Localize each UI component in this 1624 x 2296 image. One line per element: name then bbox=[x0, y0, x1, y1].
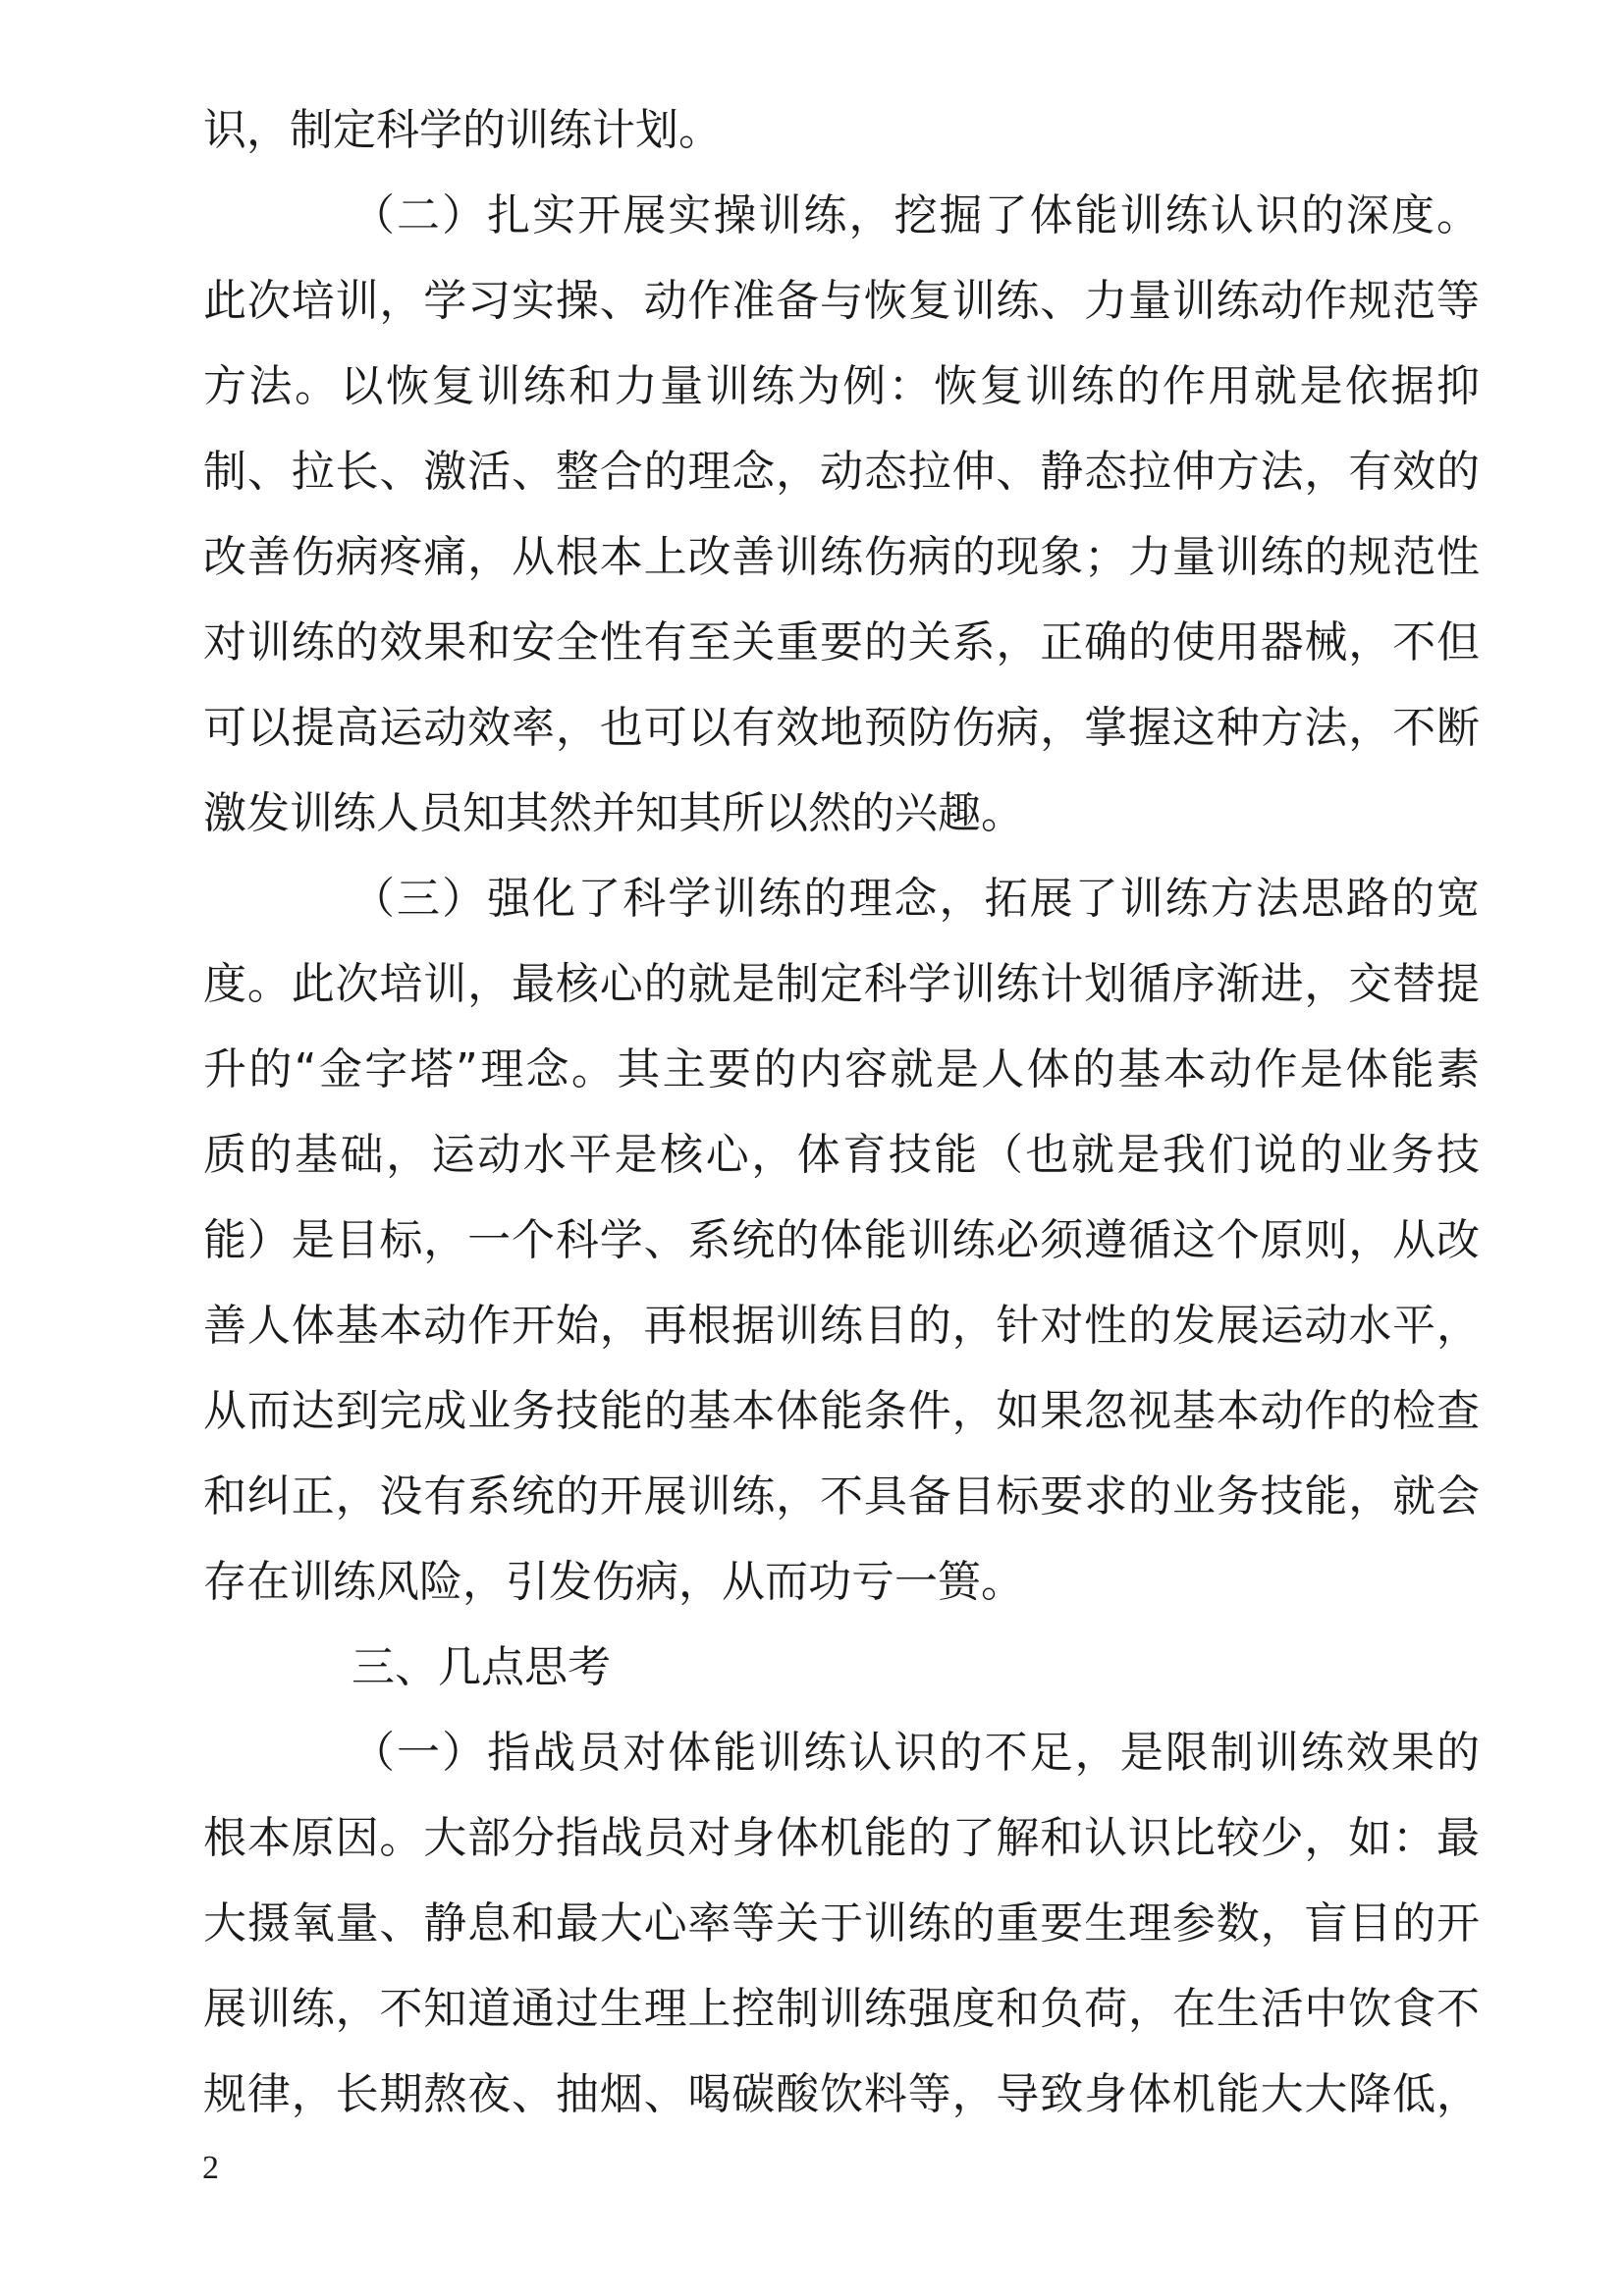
text-line: 改善伤病疼痛，从根本上改善训练伤病的现象；力量训练的规范性 bbox=[203, 532, 1480, 582]
section-heading-line: （二）扎实开展实操训练，挖掘了体能训练认识的深度。 bbox=[352, 190, 1480, 240]
section-title: 三、几点思考 bbox=[352, 1642, 611, 1692]
text-line: 大摄氧量、静息和最大心率等关于训练的重要生理参数，盲目的开 bbox=[203, 1898, 1480, 1949]
text-line: 展训练，不知道通过生理上控制训练强度和负荷，在生活中饮食不 bbox=[203, 1984, 1480, 2034]
text-line: 度。此次培训，最核心的就是制定科学训练计划循序渐进，交替提 bbox=[203, 959, 1480, 1009]
text-line: 制、拉长、激活、整合的理念，动态拉伸、静态拉伸方法，有效的 bbox=[203, 447, 1480, 497]
text-line: 从而达到完成业务技能的基本体能条件，如果忽视基本动作的检查 bbox=[203, 1386, 1480, 1436]
text-line: 规律，长期熬夜、抽烟、喝碳酸饮料等，导致身体机能大大降低， bbox=[203, 2069, 1480, 2119]
page-number: 2 bbox=[202, 2150, 219, 2186]
section-heading-line: （一）指战员对体能训练认识的不足，是限制训练效果的 bbox=[352, 1728, 1480, 1778]
text-line: 识，制定科学的训练计划。 bbox=[203, 105, 722, 155]
text-line: 升的“金字塔”理念。其主要的内容就是人体的基本动作是体能素 bbox=[203, 1044, 1480, 1095]
section-heading-line: （三）强化了科学训练的理念，拓展了训练方法思路的宽 bbox=[352, 874, 1480, 924]
text-line: 存在训练风险，引发伤病，从而功亏一篑。 bbox=[203, 1557, 1024, 1607]
text-line: 激发训练人员知其然并知其所以然的兴趣。 bbox=[203, 788, 1024, 838]
document-body bbox=[203, 87, 1480, 2137]
text-line: 对训练的效果和安全性有至关重要的关系，正确的使用器械，不但 bbox=[203, 617, 1480, 667]
text-line: 能）是目标，一个科学、系统的体能训练必须遵循这个原则，从改 bbox=[203, 1215, 1480, 1265]
text-line: 善人体基本动作开始，再根据训练目的，针对性的发展运动水平， bbox=[203, 1301, 1480, 1351]
text-line: 根本原因。大部分指战员对身体机能的了解和认识比较少，如：最 bbox=[203, 1813, 1480, 1863]
text-line: 可以提高运动效率，也可以有效地预防伤病，掌握这种方法，不断 bbox=[203, 703, 1480, 753]
text-line: 方法。以恢复训练和力量训练为例：恢复训练的作用就是依据抑 bbox=[203, 361, 1480, 411]
text-line: 此次培训，学习实操、动作准备与恢复训练、力量训练动作规范等 bbox=[203, 276, 1480, 326]
text-line: 和纠正，没有系统的开展训练，不具备目标要求的业务技能，就会 bbox=[203, 1471, 1480, 1522]
text-line: 质的基础，运动水平是核心，体育技能（也就是我们说的业务技 bbox=[203, 1130, 1480, 1180]
